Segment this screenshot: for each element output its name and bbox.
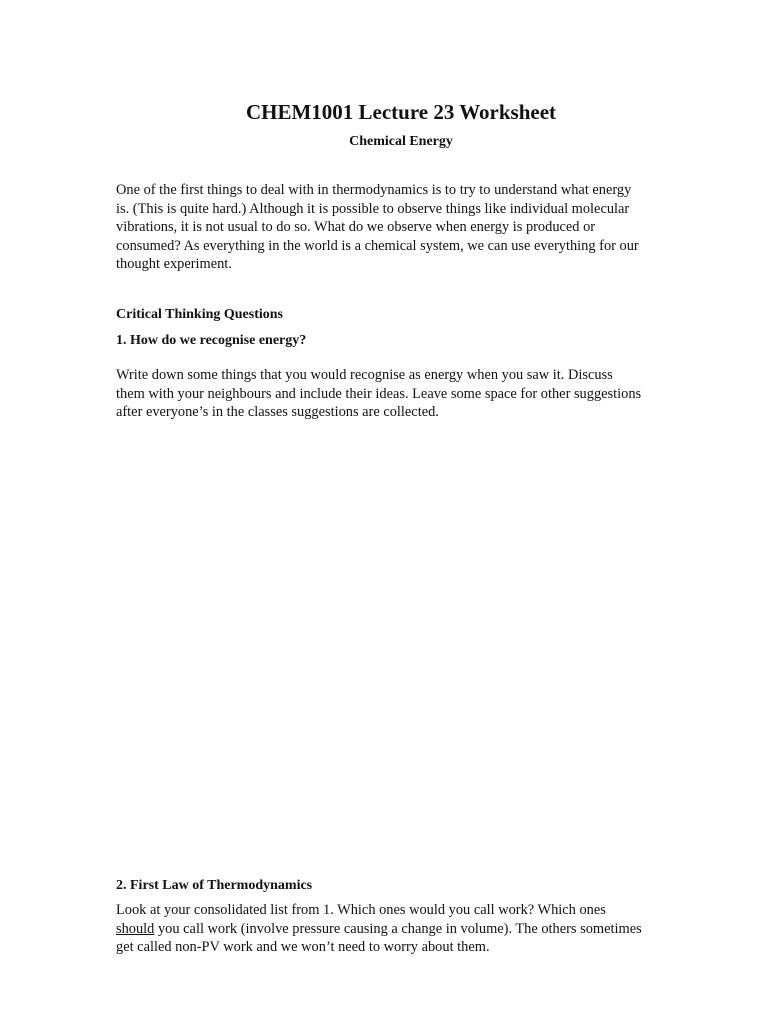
question-1-text bbox=[116, 366, 696, 422]
question-1-line: Write down some things that you would recognise as energy when you saw it. Discuss bbox=[116, 367, 613, 383]
intro-paragraph bbox=[116, 181, 696, 274]
question-2-text bbox=[116, 901, 696, 957]
intro-line: thought experiment. bbox=[116, 256, 232, 272]
question-2-line: get called non-PV work and we won’t need to worry about them. bbox=[116, 939, 490, 955]
intro-line: vibrations, it is not usual to do so. What do we observe when energy is produced or bbox=[116, 219, 596, 235]
page-subtitle: Chemical Energy bbox=[349, 134, 453, 149]
intro-line: consumed? As everything in the world is a chemical system, we can use everything for our bbox=[116, 237, 639, 254]
question-2-line: Look at your consolidated list from 1. Which ones would you call work? Which ones bbox=[116, 902, 606, 918]
question-2-line-rest: you call work (involve pressure causing a change in volume). The others sometimes bbox=[154, 920, 642, 937]
question-2-heading: 2. First Law of Thermodynamics bbox=[116, 878, 313, 893]
intro-line: is. (This is quite hard.) Although it is possible to observe things like individual molecular bbox=[116, 200, 630, 217]
question-1-heading: 1. How do we recognise energy? bbox=[116, 333, 307, 348]
intro-line: One of the first things to deal with in thermodynamics is to try to understand what energy bbox=[116, 182, 632, 198]
question-1-line: them with your neighbours and include their ideas. Leave some space for other suggestions bbox=[116, 385, 642, 402]
section-heading: Critical Thinking Questions bbox=[116, 307, 284, 322]
question-2-line bbox=[116, 920, 696, 939]
question-1-line: after everyone’s in the classes suggestions are collected. bbox=[116, 404, 439, 420]
underlined-word: should bbox=[116, 920, 155, 937]
page-title: CHEM1001 Lecture 23 Worksheet bbox=[245, 100, 557, 124]
